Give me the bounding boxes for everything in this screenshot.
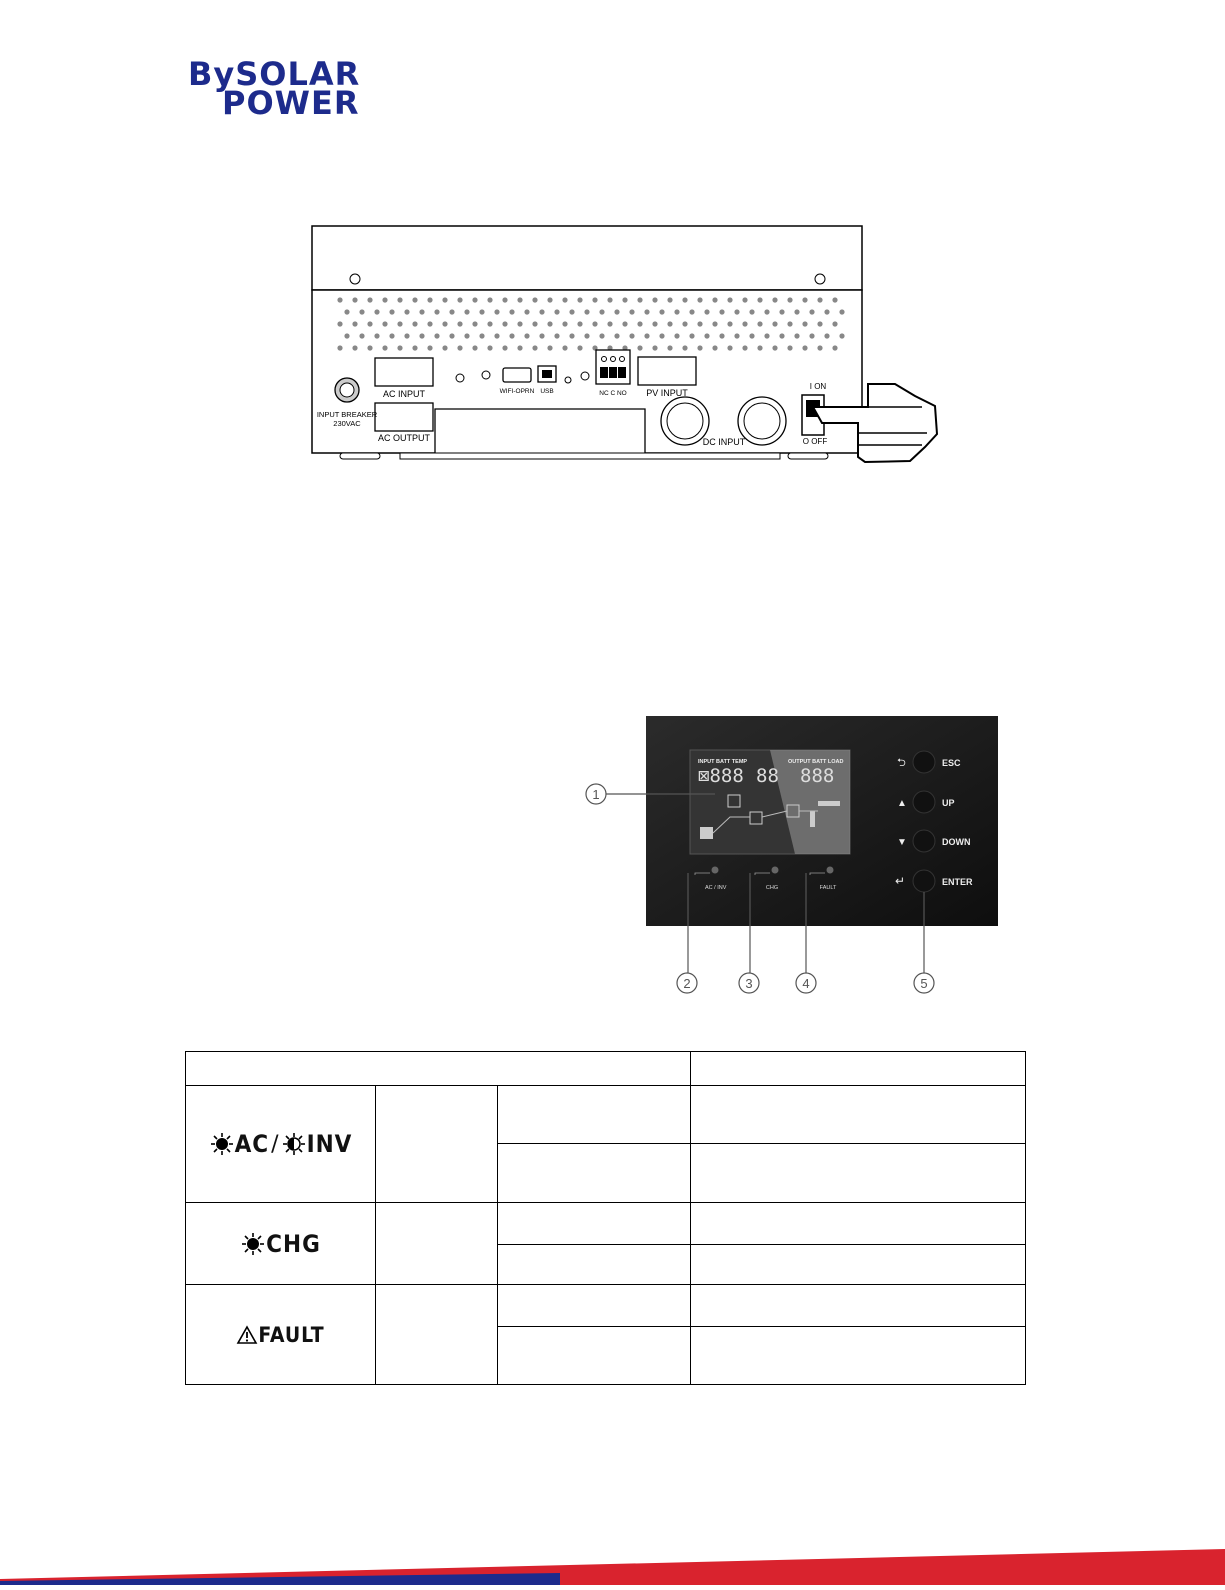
warning-icon <box>236 1325 258 1345</box>
input-breaker-label: INPUT BREAKER <box>316 410 378 419</box>
callout-3: 3 <box>745 976 753 991</box>
breaker-rating-label: 230VAC <box>333 419 361 428</box>
indicator-separator: / <box>271 1131 279 1157</box>
enter-button-label: ENTER <box>942 877 973 887</box>
enter-button[interactable] <box>913 870 935 892</box>
operation-panel-illustration <box>570 715 1000 1000</box>
lcd-solar-icon <box>700 827 713 839</box>
indicator-chg-label: CHG <box>266 1229 321 1258</box>
table-cell <box>376 1285 498 1385</box>
led-ac-inv-label: AC / INV <box>705 885 727 891</box>
wifi-port-label: WIFI-OPRN <box>499 388 535 395</box>
table-cell <box>498 1245 691 1285</box>
table-cell <box>498 1285 691 1327</box>
led-ac-inv <box>712 867 719 874</box>
wifi-port-icon <box>503 368 531 382</box>
indicator-fault <box>186 1285 376 1385</box>
back-arrow-icon: ⮌ <box>897 757 906 769</box>
table-cell <box>498 1144 691 1203</box>
up-arrow-icon: ▲ <box>897 798 907 809</box>
table-cell <box>691 1285 1026 1327</box>
table-cell <box>376 1086 498 1203</box>
table-cell <box>691 1245 1026 1285</box>
led-chg-label: CHG <box>765 885 779 891</box>
table-row <box>186 1285 1026 1327</box>
esc-button-label: ESC <box>942 758 961 768</box>
led-fault <box>827 867 834 874</box>
indicator-ac-label: AC <box>234 1130 270 1158</box>
enter-arrow-icon: ↵ <box>895 874 906 888</box>
down-arrow-icon: ▼ <box>897 837 907 848</box>
logo-line-1: BySOLAR <box>188 55 361 93</box>
lcd-right-header: OUTPUT BATT LOAD <box>788 759 844 765</box>
pv-input-connector <box>638 357 696 385</box>
table-cell <box>691 1327 1026 1385</box>
table-cell <box>498 1203 691 1245</box>
half-sun-icon <box>281 1131 307 1157</box>
table-cell <box>691 1203 1026 1245</box>
esc-button[interactable] <box>913 751 935 773</box>
led-chg <box>772 867 779 874</box>
callout-2: 2 <box>683 976 691 991</box>
table-header-cell <box>691 1052 1026 1086</box>
lcd-right-digits: 888 <box>800 765 835 787</box>
up-button[interactable] <box>913 791 935 813</box>
indicator-fault-label: FAULT <box>258 1322 325 1347</box>
table-cell <box>498 1327 691 1385</box>
table-cell <box>498 1086 691 1144</box>
callout-4: 4 <box>802 976 810 991</box>
sun-icon <box>240 1231 266 1257</box>
brand-logo <box>188 55 361 122</box>
relay-terminal-label: NC C NO <box>599 390 627 397</box>
inverter-rear-illustration <box>310 225 950 465</box>
lcd-left-digits: ⊠888 <box>698 765 744 787</box>
pv-input-label: PV INPUT <box>646 388 688 398</box>
down-button-label: DOWN <box>942 837 971 847</box>
lcd-left-header: INPUT BATT TEMP <box>698 759 748 765</box>
table-header-row <box>186 1052 1026 1086</box>
sun-icon <box>209 1131 235 1157</box>
usb-port-label: USB <box>540 388 554 395</box>
indicator-ac-inv <box>186 1086 376 1203</box>
indicator-inv-label: INV <box>306 1130 353 1158</box>
table-row <box>186 1086 1026 1144</box>
callout-1: 1 <box>592 787 600 802</box>
table-cell <box>691 1144 1026 1203</box>
callout-5: 5 <box>920 976 928 991</box>
ac-output-label: AC OUTPUT <box>377 433 431 443</box>
lcd-center-digits: 88 <box>756 765 779 787</box>
led-fault-label: FAULT <box>819 885 837 891</box>
footer-stripe <box>0 1525 1225 1585</box>
table-header-cell <box>186 1052 691 1086</box>
down-button[interactable] <box>913 830 935 852</box>
table-cell <box>376 1203 498 1285</box>
ac-input-label: AC INPUT <box>382 389 426 399</box>
indicator-chg <box>186 1203 376 1285</box>
up-button-label: UP <box>942 798 955 808</box>
dc-input-label: DC INPUT <box>702 437 746 447</box>
table-row <box>186 1203 1026 1245</box>
logo-line-2: POWER <box>222 84 360 122</box>
switch-off-label: O OFF <box>802 437 828 446</box>
switch-on-label: I ON <box>809 382 827 391</box>
table-cell <box>691 1086 1026 1144</box>
led-indicator-table <box>185 1051 1025 1385</box>
